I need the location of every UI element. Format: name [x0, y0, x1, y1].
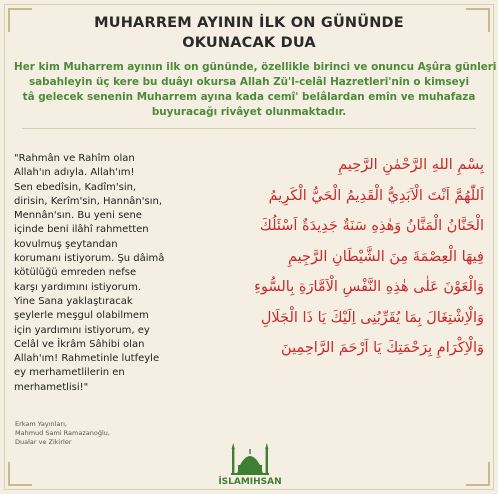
translation-line: kovulmuş şeytandan — [14, 238, 118, 250]
arabic-prayer — [186, 150, 484, 364]
translation-line: korumanı istiyorum. Şu dâimâ — [14, 253, 165, 265]
intro-line: buyuracağı rivâyet olunmaktadır. — [151, 106, 347, 118]
translation-line: Yine Sana yaklaştıracak — [14, 295, 133, 307]
translation-line: şeylerle meşgul olabilmem — [14, 310, 149, 322]
intro-paragraph — [14, 60, 497, 120]
arabic-line: الْحَنَّانُ الْمَنَّانُ وَهٰذِهِ سَنَةٌ جَدِيدَةٌ اَسْئَلُكَ — [259, 218, 484, 234]
translation-line: "Rahmân ve Rahîm olan — [14, 153, 135, 164]
translation-line: Allah'ım! Rahmetinle lutfeyle — [14, 353, 160, 365]
translation-line: karşı yardımını istiyorum. — [14, 281, 142, 293]
translation-line: Celâl ve İkrâm Sâhibi olan — [14, 338, 145, 350]
credit-line: Dualar ve Zikirler — [15, 438, 72, 446]
credit-line: Mahmud Sami Ramazanoğlu, — [15, 429, 110, 437]
translation-line: Mennân'sın. Bu yeni sene — [14, 210, 142, 222]
arabic-line: وَالْاِكْرَامِ بِرَحْمَتِكَ يَا اَرْحَمَ الرَّاحِمِينَ — [281, 340, 484, 356]
logo-text: İSLAMIHSAN — [218, 477, 282, 487]
arabic-line: اَللّٰهُمَّ اَنْتَ الْاَبَدِيُّ الْقَدِيمُ الْحَيُّ الْكَرِيمُ — [268, 187, 484, 204]
title-line-1: MUHARREM AYININ İLK ON GÜNÜNDE — [94, 15, 404, 31]
turkish-translation — [14, 152, 190, 395]
section-divider — [22, 128, 476, 129]
source-credit — [15, 420, 185, 447]
credit-line: Erkam Yayınları, — [15, 420, 67, 428]
intro-line: Her kim Muharrem ayının ilk on gününde, özellikle birinci ve onuncu Aşûra günleri — [14, 61, 497, 73]
intro-line: sabahleyin üç kere bu duâyı okursa Allah Zü'l-celâl Hazretleri'nin o kimseyi — [28, 76, 470, 88]
translation-line: ey merhametlilerin en — [14, 367, 125, 379]
frame-corner-ornament — [8, 462, 32, 486]
brand-logo — [210, 443, 290, 489]
translation-line: dirisin, Kerîm'sin, Hannân'sın, — [14, 195, 163, 207]
arabic-line: بِسْمِ اللهِ الرَّحْمٰنِ الرَّحِيمِ — [338, 157, 484, 173]
translation-line: içinde beni ilâhî rahmetten — [14, 224, 149, 236]
title-line-2: OKUNACAK DUA — [182, 35, 316, 51]
mosque-icon — [229, 443, 271, 477]
page-title — [0, 13, 498, 53]
translation-line: Allah'ın adıyla. Allah'ım! — [14, 167, 135, 179]
translation-line: kötülüğü emreden nefse — [14, 267, 137, 279]
arabic-line: وَالْاِشْتِغَالَ بِمَا يُقَرِّبُنِى اِلَيْكَ يَا ذَا الْجَلَالِ — [260, 309, 484, 326]
translation-line: merhametlisi!" — [14, 381, 89, 393]
translation-line: Sen ebedîsin, Kadîm'sin, — [14, 181, 137, 193]
intro-line: tâ gelecek senenin Muharrem ayına kada cemî' belâlardan emîn ve muhafaza — [22, 91, 476, 103]
arabic-line: فِيهَا الْعِصْمَةَ مِنَ الشَّيْطَانِ الرَّجِيمِ — [288, 248, 484, 265]
frame-corner-ornament — [466, 462, 490, 486]
arabic-line: وَالْعَوْنَ عَلٰى هٰذِهِ النَّفْسِ الْاَمَّارَةِ بِالسُّوءِ — [254, 279, 484, 295]
translation-line: için yardımını istiyorum, ey — [14, 324, 150, 336]
